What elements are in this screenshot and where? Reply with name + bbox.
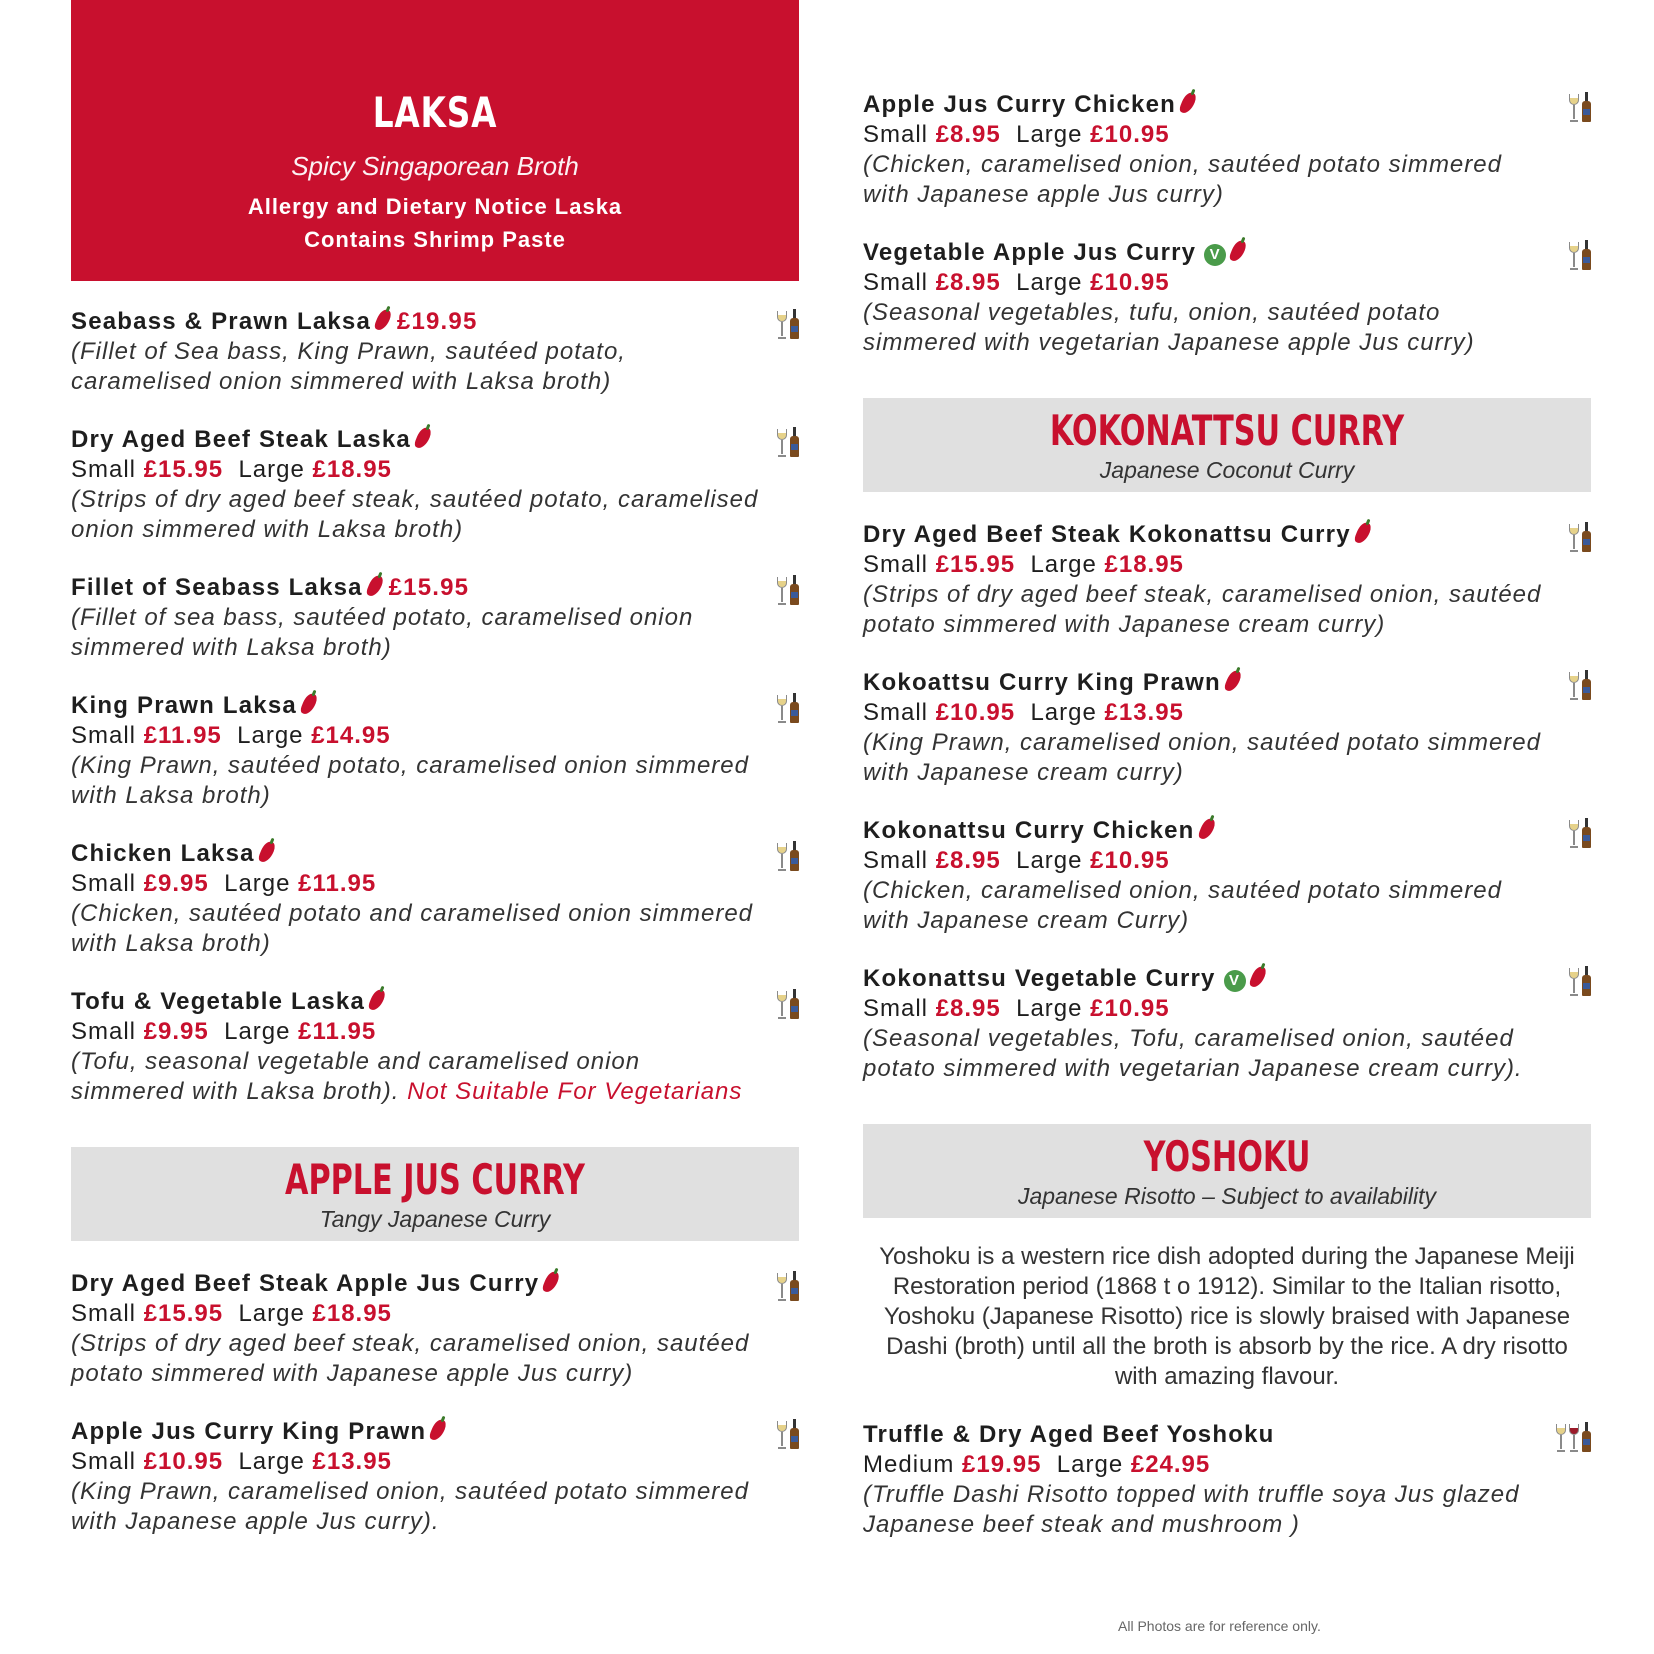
size-label: Large: [224, 870, 291, 897]
chili-icon: [367, 988, 386, 1013]
item-name: Kokonattsu Vegetable Curry: [863, 965, 1216, 992]
item-description: (Chicken, caramelised onion, sautéed potato simmered with Japanese apple Jus curry): [863, 151, 1502, 208]
small-price: £9.95: [143, 1018, 209, 1045]
pairing-icons: [777, 427, 799, 457]
white-wine-glass-icon: [777, 695, 787, 723]
size-label: Large: [224, 1018, 291, 1045]
large-price: £10.95: [1090, 847, 1170, 874]
size-label: Small: [863, 269, 929, 296]
large-price: £14.95: [311, 722, 391, 749]
size-label: Small: [71, 722, 137, 749]
item-description: [71, 1047, 759, 1107]
item-description: (Truffle Dashi Risotto topped with truffle soya Jus glazed Japanese beef steak and mushroom ): [863, 1481, 1520, 1538]
item-prices: [863, 994, 1551, 1024]
item-name: Fillet of Seabass Laksa: [71, 574, 363, 601]
pairing-icons: [1569, 818, 1591, 848]
menu-item: [71, 425, 799, 545]
item-name: Tofu & Vegetable Laska: [71, 988, 366, 1015]
beer-bottle-icon: [790, 989, 799, 1019]
pairing-icons: [777, 989, 799, 1019]
menu-item: [863, 816, 1591, 936]
pairing-icons: [777, 575, 799, 605]
yoshoku-intro: Yoshoku is a western rice dish adopted during the Japanese Meiji Restoration period (1868 t o 1912). Similar to the Italian risotto, Yoshoku (Japanese Risotto) rice is slowly braised with Japanese Dashi (broth) until all the broth is absorb by the rice. A dry risotto with amazing flavour.: [879, 1243, 1575, 1390]
large-price: £18.95: [1104, 551, 1184, 578]
item-prices: [863, 120, 1551, 150]
size-label: Large: [1016, 121, 1083, 148]
menu-item: [71, 987, 799, 1107]
item-name: Seabass & Prawn Laksa: [71, 308, 372, 335]
menu-item: [863, 964, 1591, 1084]
chili-icon: [1197, 817, 1216, 842]
small-price: £8.95: [935, 121, 1001, 148]
item-description: (King Prawn, sautéed potato, caramelised onion simmered with Laksa broth): [71, 752, 749, 809]
item-description: (Strips of dry aged beef steak, caramelised onion, sautéed potato simmered with Japanese apple Jus curry): [71, 1330, 750, 1387]
white-wine-glass-icon: [777, 1421, 787, 1449]
beer-bottle-icon: [790, 575, 799, 605]
item-description: (Chicken, sautéed potato and caramelised onion simmered with Laksa broth): [71, 900, 754, 957]
section-title: KOKONATTSU CURRY: [1049, 406, 1405, 455]
allergy-notice-line: Contains Shrimp Paste: [304, 227, 566, 252]
menu-item: [71, 839, 799, 959]
section-subtitle: Spicy Singaporean Broth: [291, 151, 579, 181]
item-prices: [71, 1447, 759, 1477]
item-price: £19.95: [396, 308, 478, 335]
white-wine-glass-icon: [1569, 242, 1579, 270]
item-name: Kokonattsu Curry Chicken: [863, 817, 1195, 844]
large-price: £13.95: [312, 1448, 392, 1475]
size-label: Small: [71, 1448, 137, 1475]
chili-icon: [542, 1270, 561, 1295]
small-price: £9.95: [143, 870, 209, 897]
beer-bottle-icon: [1582, 92, 1591, 122]
item-name: Vegetable Apple Jus Curry: [863, 239, 1197, 266]
large-price: £11.95: [298, 870, 377, 897]
item-name: Dry Aged Beef Steak Apple Jus Curry: [71, 1270, 540, 1297]
section-title: YOSHOKU: [1143, 1132, 1311, 1181]
size-label: Small: [71, 1018, 137, 1045]
white-wine-glass-icon: [1569, 94, 1579, 122]
section-subtitle: Tangy Japanese Curry: [319, 1206, 551, 1232]
item-prices: [71, 455, 759, 485]
item-prices: [71, 1299, 759, 1329]
item-name: Truffle & Dry Aged Beef Yoshoku: [863, 1421, 1275, 1448]
item-name: Apple Jus Curry King Prawn: [71, 1418, 427, 1445]
item-description: (Strips of dry aged beef steak, sautéed potato, caramelised onion simmered with Laksa broth): [71, 486, 759, 543]
item-prices: [71, 721, 759, 751]
pairing-icons: [777, 1271, 799, 1301]
beer-bottle-icon: [790, 309, 799, 339]
white-wine-glass-icon: [777, 311, 787, 339]
item-name: Dry Aged Beef Steak Laska: [71, 426, 411, 453]
large-price: £24.95: [1130, 1451, 1211, 1478]
large-price: £13.95: [1104, 699, 1184, 726]
size-label: Large: [238, 1448, 305, 1475]
item-name: King Prawn Laksa: [71, 692, 297, 719]
size-label: Small: [863, 551, 929, 578]
menu-item: [863, 668, 1591, 788]
menu-item: [863, 520, 1591, 640]
footnote: All Photos are for reference only.: [1118, 1618, 1321, 1634]
large-price: £18.95: [312, 1300, 392, 1327]
white-wine-glass-icon: [1569, 672, 1579, 700]
white-wine-glass-icon: [1569, 968, 1579, 996]
item-description: (Seasonal vegetables, tufu, onion, sautéed potato simmered with vegetarian Japanese apple Jus curry): [863, 299, 1475, 356]
size-label: Small: [71, 456, 137, 483]
white-wine-glass-icon: [777, 991, 787, 1019]
item-prices: [71, 1017, 759, 1047]
small-price: £10.95: [935, 699, 1016, 726]
chili-icon: [373, 308, 392, 333]
chili-icon: [429, 1418, 448, 1443]
chili-icon: [1178, 91, 1197, 116]
small-price: £8.95: [935, 269, 1001, 296]
menu-item: [863, 1420, 1591, 1540]
medium-price: £19.95: [962, 1451, 1042, 1478]
size-label: Large: [1016, 847, 1083, 874]
menu-item: [71, 307, 799, 397]
size-label: Large: [238, 456, 305, 483]
large-price: £10.95: [1090, 269, 1170, 296]
size-label: Small: [71, 1300, 137, 1327]
size-label: Large: [1030, 699, 1097, 726]
pairing-icons: [1569, 966, 1591, 996]
pairing-icons: [777, 309, 799, 339]
item-prices: [863, 1450, 1551, 1480]
item-description: (Fillet of Sea bass, King Prawn, sautéed potato, caramelised onion simmered with Laksa broth): [71, 338, 626, 395]
size-label: Large: [1016, 269, 1083, 296]
right-column: [863, 64, 1591, 1540]
section-title: LAKSA: [372, 88, 498, 137]
white-wine-glass-icon: [1569, 524, 1579, 552]
white-wine-glass-icon: [777, 1273, 787, 1301]
left-column: [71, 0, 799, 1537]
size-label: Large: [1030, 551, 1097, 578]
size-label: Large: [238, 1300, 305, 1327]
item-description: (King Prawn, caramelised onion, sautéed potato simmered with Japanese apple Jus curry).: [71, 1478, 749, 1535]
small-price: £15.95: [143, 456, 224, 483]
yoshoku-header: [863, 1124, 1591, 1218]
white-wine-glass-icon: [777, 577, 787, 605]
item-description-text: (Tofu, seasonal vegetable and caramelised onion simmered with Laksa broth).: [71, 1048, 641, 1105]
pairing-icons: [1569, 240, 1591, 270]
beer-bottle-icon: [1582, 522, 1591, 552]
vegetarian-badge-icon: V: [1224, 970, 1246, 992]
red-wine-glass-icon: [1569, 1424, 1579, 1452]
chili-icon: [1223, 669, 1242, 694]
beer-bottle-icon: [790, 693, 799, 723]
chili-icon: [413, 426, 432, 451]
pairing-icons: [777, 841, 799, 871]
chili-icon: [365, 574, 384, 599]
large-price: £10.95: [1090, 121, 1170, 148]
dietary-warning: Not Suitable For Vegetarians: [407, 1078, 743, 1105]
beer-bottle-icon: [790, 841, 799, 871]
item-description: (Fillet of sea bass, sautéed potato, caramelised onion simmered with Laksa broth): [71, 604, 694, 661]
beer-bottle-icon: [1582, 240, 1591, 270]
size-label: Small: [71, 870, 137, 897]
beer-bottle-icon: [1582, 670, 1591, 700]
small-price: £15.95: [935, 551, 1016, 578]
pairing-icons: [1556, 1422, 1591, 1452]
section-title: APPLE JUS CURRY: [285, 1155, 585, 1204]
beer-bottle-icon: [1582, 966, 1591, 996]
menu-item: [863, 90, 1591, 210]
item-name: Apple Jus Curry Chicken: [863, 91, 1177, 118]
size-label: Large: [1016, 995, 1083, 1022]
section-subtitle: Japanese Coconut Curry: [1099, 457, 1355, 483]
vegetarian-badge-icon: V: [1204, 244, 1226, 266]
pairing-icons: [777, 1419, 799, 1449]
item-prices: [71, 869, 759, 899]
size-label: Large: [1056, 1451, 1124, 1478]
chili-icon: [1229, 239, 1248, 264]
menu-item: [863, 238, 1591, 358]
item-prices: [863, 268, 1551, 298]
size-label: Medium: [863, 1451, 955, 1478]
menu-item: [71, 1269, 799, 1389]
pairing-icons: [777, 693, 799, 723]
item-prices: [863, 846, 1551, 876]
small-price: £8.95: [935, 995, 1001, 1022]
allergy-notice-line: Allergy and Dietary Notice Laska: [247, 194, 623, 219]
pairing-icons: [1569, 522, 1591, 552]
item-description: (Seasonal vegetables, Tofu, caramelised onion, sautéed potato simmered with vegetarian Japanese cream curry).: [863, 1025, 1523, 1082]
size-label: Small: [863, 847, 929, 874]
chili-icon: [257, 840, 276, 865]
white-wine-glass-icon: [777, 843, 787, 871]
allergy-notice: [71, 190, 799, 256]
item-name: Chicken Laksa: [71, 840, 255, 867]
menu-item: [71, 1417, 799, 1537]
beer-bottle-icon: [1582, 818, 1591, 848]
chili-icon: [1353, 521, 1372, 546]
size-label: Large: [237, 722, 304, 749]
small-price: £11.95: [143, 722, 222, 749]
small-price: £10.95: [143, 1448, 224, 1475]
size-label: Small: [863, 995, 929, 1022]
menu-item: [71, 573, 799, 663]
small-price: £8.95: [935, 847, 1001, 874]
chili-icon: [299, 692, 318, 717]
item-name: Dry Aged Beef Steak Kokonattsu Curry: [863, 521, 1351, 548]
white-wine-glass-icon: [1556, 1424, 1566, 1452]
beer-bottle-icon: [790, 1419, 799, 1449]
item-description: (Strips of dry aged beef steak, caramelised onion, sautéed potato simmered with Japanese cream curry): [863, 581, 1542, 638]
size-label: Small: [863, 699, 929, 726]
beer-bottle-icon: [790, 1271, 799, 1301]
laksa-header: [71, 0, 799, 281]
white-wine-glass-icon: [777, 429, 787, 457]
size-label: Small: [863, 121, 929, 148]
large-price: £11.95: [298, 1018, 377, 1045]
beer-bottle-icon: [1582, 1422, 1591, 1452]
white-wine-glass-icon: [1569, 820, 1579, 848]
beer-bottle-icon: [790, 427, 799, 457]
section-subtitle: Japanese Risotto – Subject to availability: [1017, 1183, 1437, 1209]
item-description: (King Prawn, caramelised onion, sautéed potato simmered with Japanese cream curry): [863, 729, 1541, 786]
item-price: £15.95: [388, 574, 470, 601]
menu-item: [71, 691, 799, 811]
item-prices: [863, 698, 1551, 728]
small-price: £15.95: [143, 1300, 224, 1327]
pairing-icons: [1569, 92, 1591, 122]
pairing-icons: [1569, 670, 1591, 700]
kokonattsu-header: [863, 398, 1591, 492]
item-name: Kokoattsu Curry King Prawn: [863, 669, 1221, 696]
apple-jus-header: [71, 1147, 799, 1241]
large-price: £10.95: [1090, 995, 1170, 1022]
large-price: £18.95: [312, 456, 392, 483]
item-description: (Chicken, caramelised onion, sautéed potato simmered with Japanese cream Curry): [863, 877, 1502, 934]
item-prices: [863, 550, 1551, 580]
chili-icon: [1248, 965, 1267, 990]
